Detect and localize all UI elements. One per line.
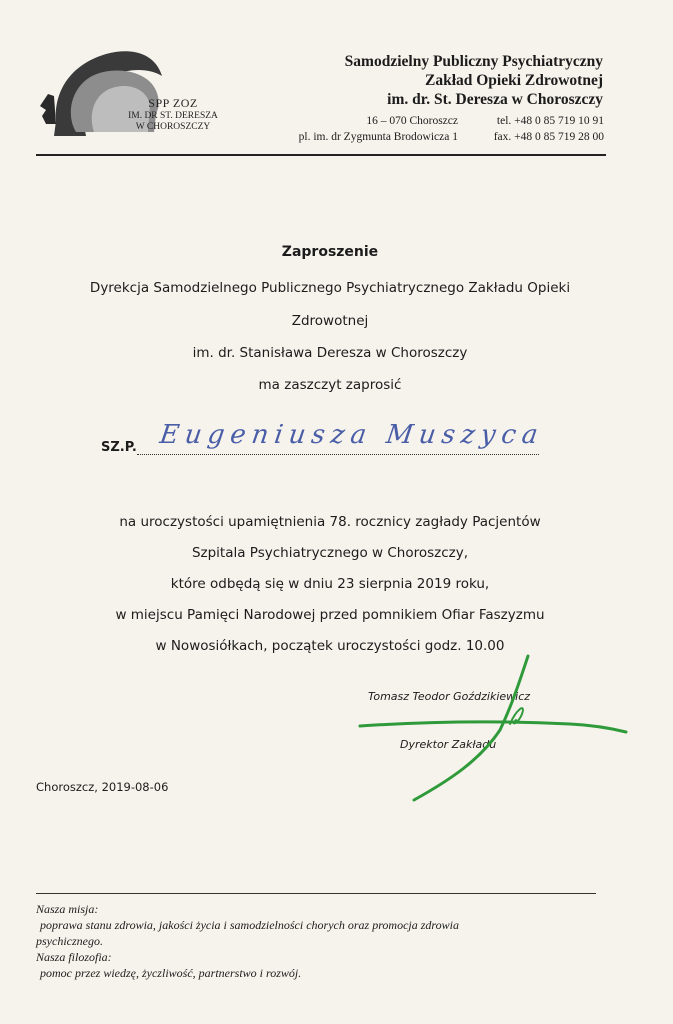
- invitation-line-1: Dyrekcja Samodzielnego Publicznego Psychiatrycznego Zakładu Opieki: [89, 280, 571, 296]
- letter-title: Zaproszenie: [281, 244, 379, 260]
- organization-name: [345, 52, 603, 109]
- handwritten-signature: [340, 650, 640, 810]
- body-line-4: w miejscu Pamięci Narodowej przed pomnikiem Ofiar Faszyzmu: [115, 607, 545, 623]
- handwritten-guest-name: Eugeniusza Muszyca: [157, 420, 546, 450]
- invitation-line-3: im. dr. Stanisława Deresza w Choroszczy: [192, 345, 468, 361]
- logo-line-1: SPP ZOZ: [148, 96, 198, 110]
- hospital-logo: [36, 36, 216, 146]
- phone-number: tel. +48 0 85 719 10 91: [496, 115, 604, 127]
- mission-text-line-1: poprawa stanu zdrowia, jakości życia i samodzielności chorych oraz promocja zdrowia: [40, 918, 459, 932]
- invitation-line-2: Zdrowotnej: [291, 313, 369, 329]
- logo-line-3: W CHOROSZCZY: [135, 122, 211, 132]
- mission-text-line-2: psychicznego.: [36, 934, 103, 948]
- signatory-role: Dyrektor Zakładu: [400, 738, 497, 751]
- org-line-2: Zakład Opieki Zdrowotnej: [424, 72, 603, 89]
- contact-block: [264, 113, 604, 145]
- invitation-line-4: ma zaszczyt zaprosić: [258, 377, 402, 393]
- header-divider: [36, 154, 606, 156]
- name-dotted-line: [137, 454, 539, 455]
- org-line-3: im. dr. St. Deresza w Choroszczy: [387, 91, 603, 108]
- street-address: pl. im. dr Zygmunta Brodowicza 1: [298, 131, 458, 143]
- logo-caption: [118, 96, 228, 133]
- philosophy-text: pomoc przez wiedzę, życzliwość, partnerstwo i rozwój.: [40, 966, 302, 980]
- signatory-name: Tomasz Teodor Goździkiewicz: [368, 690, 531, 703]
- salutation: SZ.P.: [101, 440, 137, 455]
- org-line-1: Samodzielny Publiczny Psychiatryczny: [344, 53, 603, 70]
- footer-divider: [36, 893, 596, 894]
- body-line-5: w Nowosiółkach, początek uroczystości godz. 10.00: [155, 638, 505, 654]
- body-line-3: które odbędą się w dniu 23 sierpnia 2019 roku,: [170, 576, 490, 592]
- postal-code: 16 – 070 Choroszcz: [366, 115, 458, 127]
- body-line-2: Szpitala Psychiatrycznego w Choroszczy,: [191, 545, 469, 561]
- mission-label: Nasza misja:: [36, 902, 99, 916]
- logo-line-2: IM. DR ST. DERESZA: [128, 111, 218, 121]
- letter-date: Choroszcz, 2019-08-06: [36, 780, 169, 794]
- philosophy-label: Nasza filozofia:: [36, 950, 112, 964]
- footer-mission: [36, 901, 606, 981]
- fax-number: fax. +48 0 85 719 28 00: [493, 131, 604, 143]
- body-line-1: na uroczystości upamiętnienia 78. rocznicy zagłady Pacjentów: [119, 514, 541, 530]
